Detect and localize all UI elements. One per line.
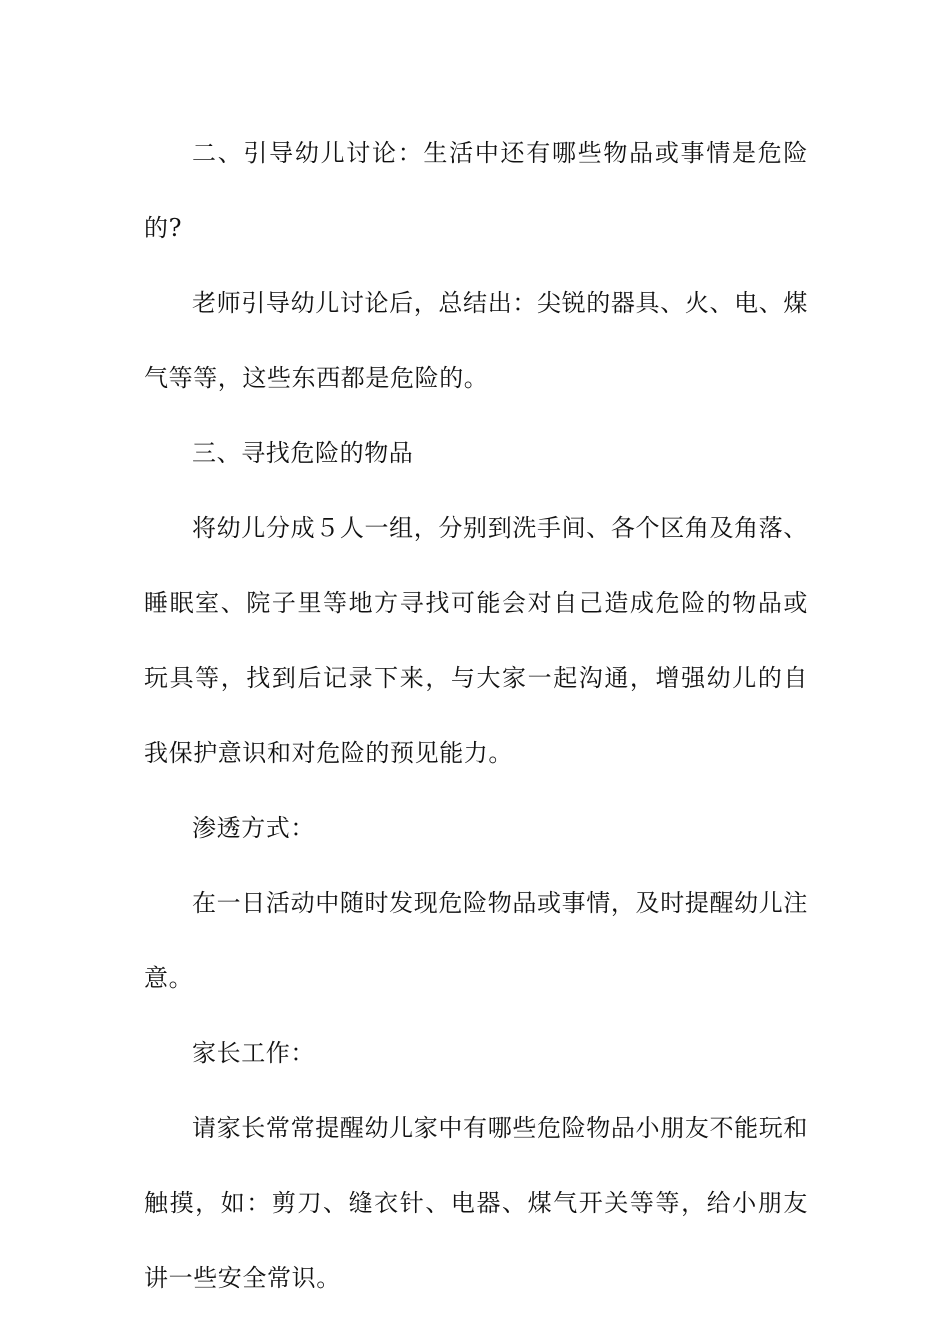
paragraph-find-activity: 将幼儿分成５人一组，分别到洗手间、各个区角及角落、睡眠室、院子里等地方寻找可能会对自己造成危险的物品或玩具等，找到后记录下来，与大家一起沟通，增强幼儿的自我保护意识和对危险的预见能力。 <box>144 514 808 767</box>
paragraph-parents-body: 请家长常常提醒幼儿家中有哪些危险物品小朋友不能玩和触摸，如：剪刀、缝衣针、电器、煤气开关等等，给小朋友讲一些安全常识。 <box>144 1114 808 1292</box>
paragraph-discussion-summary: 老师引导幼儿讨论后，总结出：尖锐的器具、火、电、煤气等等，这些东西都是危险的。 <box>144 289 808 392</box>
paragraph-parents-heading: 家长工作： <box>192 1039 315 1067</box>
paragraph-method-heading: 渗透方式： <box>192 814 315 842</box>
paragraph-find-heading: 三、寻找危险的物品 <box>192 439 414 467</box>
document-body <box>144 116 808 1316</box>
paragraph-discussion-heading: 二、引导幼儿讨论：生活中还有哪些物品或事情是危险的? <box>144 139 808 242</box>
paragraph-method-body: 在一日活动中随时发现危险物品或事情，及时提醒幼儿注意。 <box>144 889 808 992</box>
